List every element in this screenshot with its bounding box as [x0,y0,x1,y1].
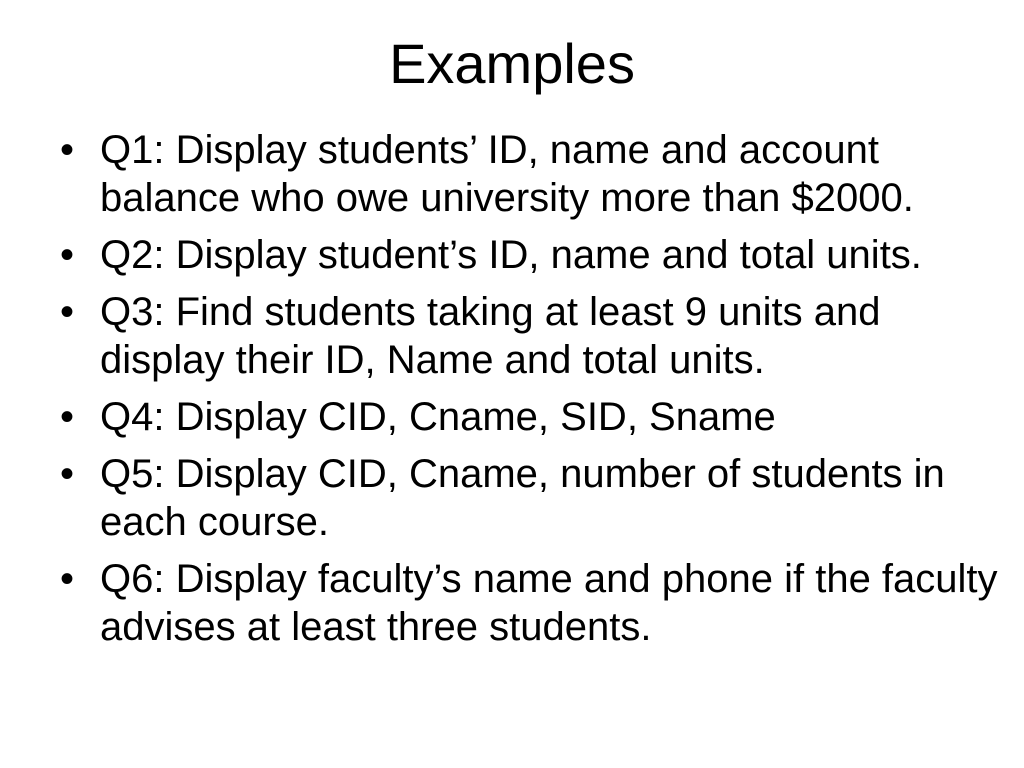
bullet-text: Q4: Display CID, Cname, SID, Sname [100,395,776,439]
bullet-item-q5 [60,450,1000,546]
bullet-item-q6 [60,555,1000,651]
bullet-icon: • [60,557,75,601]
bullet-text: Q2: Display student’s ID, name and total units. [100,233,922,277]
slide-title: Examples [389,32,635,95]
bullet-icon: • [60,452,75,496]
bullet-item-q2 [60,231,1000,279]
bullet-icon: • [60,395,75,439]
bullet-item-q1 [60,126,1000,222]
bullet-icon: • [60,290,75,334]
bullet-text: Q3: Find students taking at least 9 units and display their ID, Name and total units. [100,290,881,382]
bullet-icon: • [60,233,75,277]
bullet-list [60,126,1000,660]
bullet-text: Q6: Display faculty’s name and phone if the faculty advises at least three students. [100,557,998,649]
bullet-text: Q5: Display CID, Cname, number of students in each course. [100,452,945,544]
bullet-icon: • [60,128,75,172]
bullet-item-q3 [60,288,1000,384]
bullet-text: Q1: Display students’ ID, name and account balance who owe university more than $2000. [100,128,914,220]
bullet-item-q4 [60,393,1000,441]
